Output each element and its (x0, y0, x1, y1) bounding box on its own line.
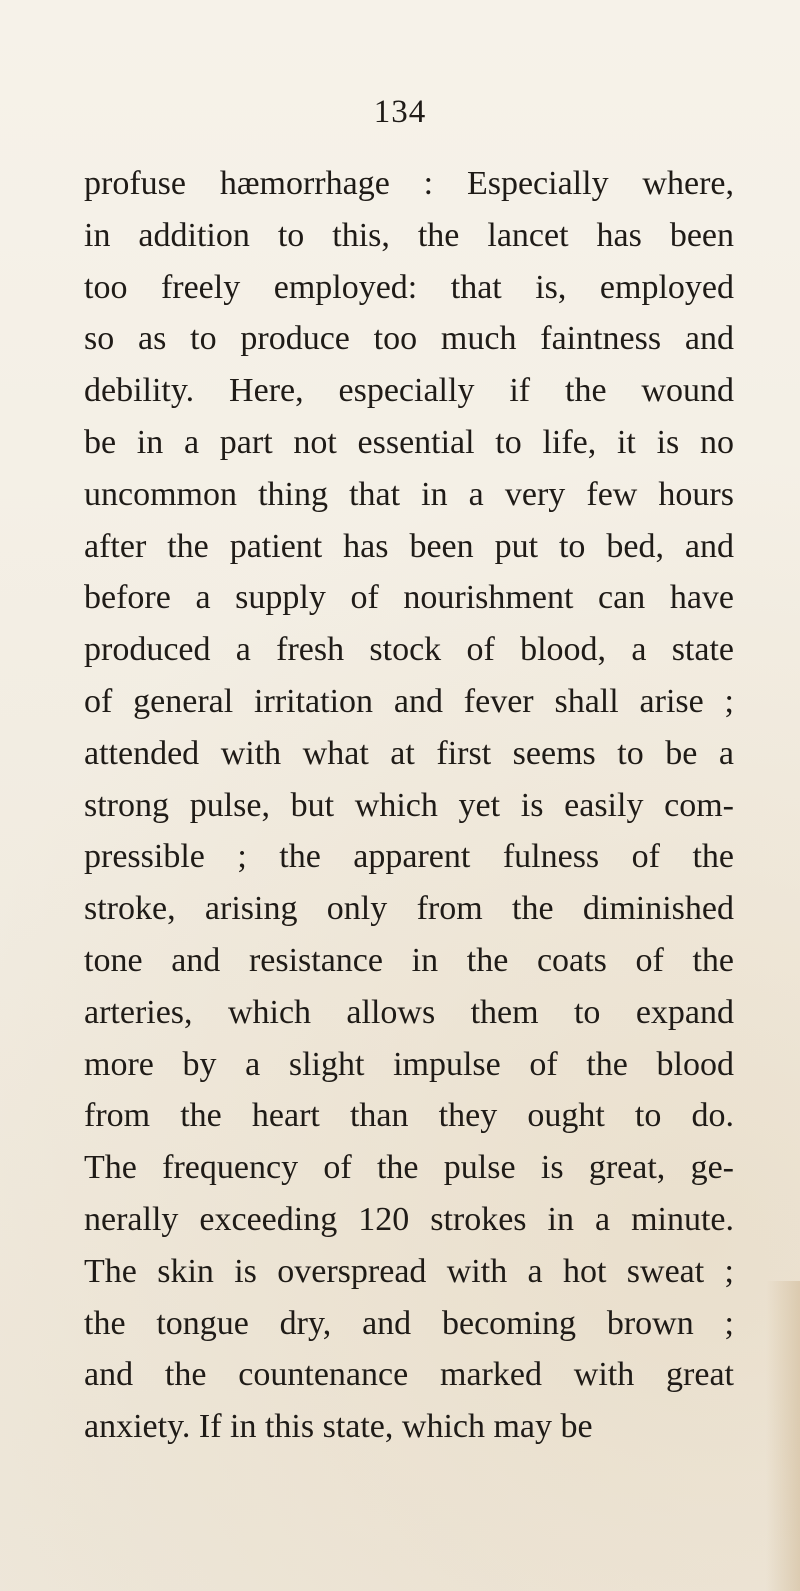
text-line: debility. Here, especially if the wound (84, 372, 734, 410)
text-line: before a supply of nourishment can have (84, 579, 734, 617)
text-line: The frequency of the pulse is great, ge- (84, 1149, 734, 1187)
text-line: so as to produce too much faintness and (84, 320, 734, 358)
text-line: pressible ; the apparent fulness of the (84, 838, 734, 876)
body-text (84, 158, 734, 1453)
text-line: in addition to this, the lancet has been (84, 216, 734, 254)
text-line: tone and resistance in the coats of the (84, 941, 734, 979)
text-line: be in a part not essential to life, it is no (84, 423, 734, 461)
text-line: and the countenance marked with great (84, 1356, 734, 1394)
page-number: 134 (373, 94, 427, 130)
text-line: attended with what at first seems to be a (84, 734, 734, 772)
text-line: anxiety. If in this state, which may be (84, 1408, 593, 1446)
text-line: the tongue dry, and becoming brown ; (84, 1304, 734, 1342)
text-line: too freely employed: that is, employed (84, 268, 734, 306)
text-line: after the patient has been put to bed, and (84, 527, 734, 565)
text-line: arteries, which allows them to expand (84, 993, 734, 1031)
page-stain (766, 1281, 800, 1591)
text-line: strong pulse, but which yet is easily com- (84, 786, 734, 824)
text-line: The skin is overspread with a hot sweat ; (84, 1252, 734, 1290)
text-line: profuse hæmorrhage : Especially where, (84, 165, 734, 202)
text-line: from the heart than they ought to do. (84, 1097, 734, 1135)
text-line: stroke, arising only from the diminished (84, 890, 734, 928)
text-line: uncommon thing that in a very few hours (84, 475, 734, 513)
text-line: of general irritation and fever shall arise ; (84, 682, 734, 720)
text-line: produced a fresh stock of blood, a state (84, 631, 734, 669)
text-line: more by a slight impulse of the blood (84, 1045, 734, 1083)
text-line: nerally exceeding 120 strokes in a minute. (84, 1200, 734, 1238)
